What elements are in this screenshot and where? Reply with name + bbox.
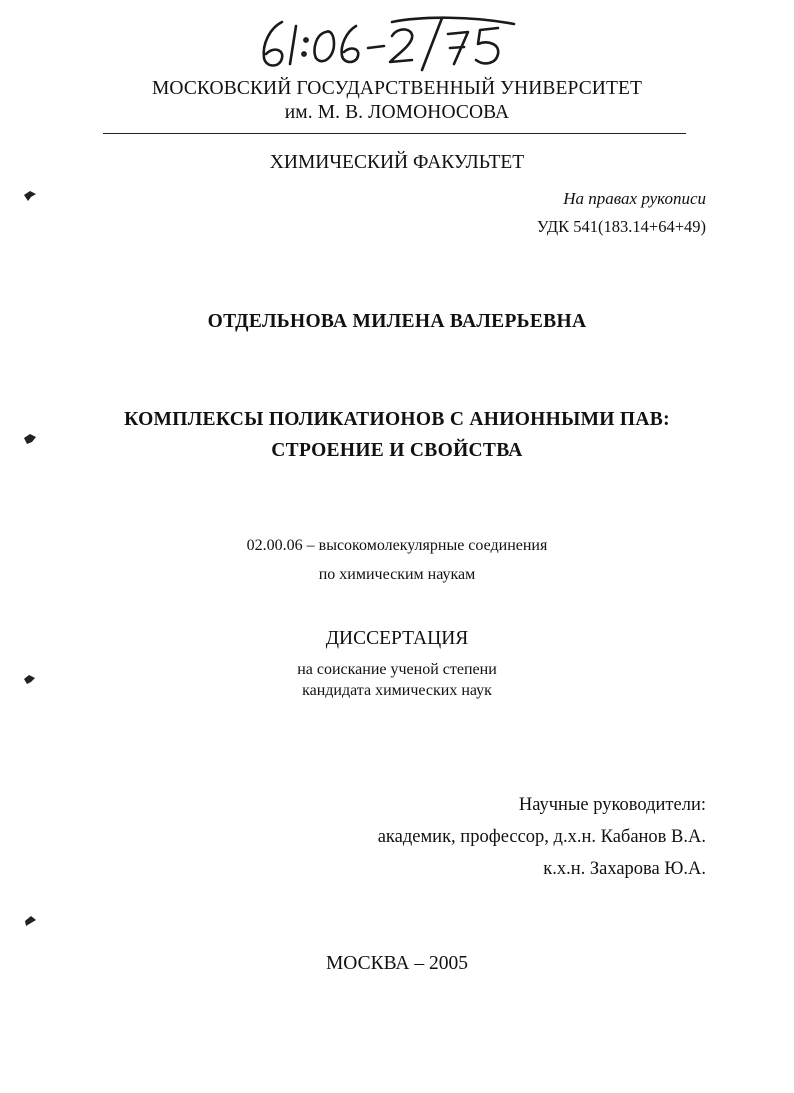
thesis-title-line1: КОМПЛЕКСЫ ПОЛИКАТИОНОВ С АНИОННЫМИ ПАВ: [124,409,670,430]
divider-rule [103,133,686,134]
supervisor-1: академик, профессор, д.х.н. Кабанов В.А. [377,827,706,847]
faculty-name: ХИМИЧЕСКИЙ ФАКУЛЬТЕТ [269,152,525,173]
degree-line2: кандидата химических наук [302,682,492,699]
margin-mark-icon [22,914,38,928]
thesis-title-line2: СТРОЕНИЕ И СВОЙСТВА [271,440,523,461]
university-name-line2: им. М. В. ЛОМОНОСОВА [284,102,510,123]
document-type-heading: ДИССЕРТАЦИЯ [325,628,469,649]
supervisor-2: к.х.н. Захарова Ю.А. [543,859,706,879]
university-name-line1: МОСКОВСКИЙ ГОСУДАРСТВЕННЫЙ УНИВЕРСИТЕТ [151,78,643,99]
udc-code: УДК 541(183.14+64+49) [536,217,706,236]
author-name: ОТДЕЛЬНОВА МИЛЕНА ВАЛЕРЬЕВНА [207,311,587,332]
margin-mark-icon [22,188,38,202]
specialty-code: 02.00.06 – высокомолекулярные соединения [246,537,548,554]
city-year: МОСКВА – 2005 [325,953,469,974]
supervisors-heading: Научные руководители: [518,795,706,815]
manuscript-rights-label: На правах рукописи [563,189,706,208]
science-field: по химическим наукам [318,566,476,583]
degree-line1: на соискание ученой степени [297,661,497,678]
handwritten-archive-number [252,14,522,74]
